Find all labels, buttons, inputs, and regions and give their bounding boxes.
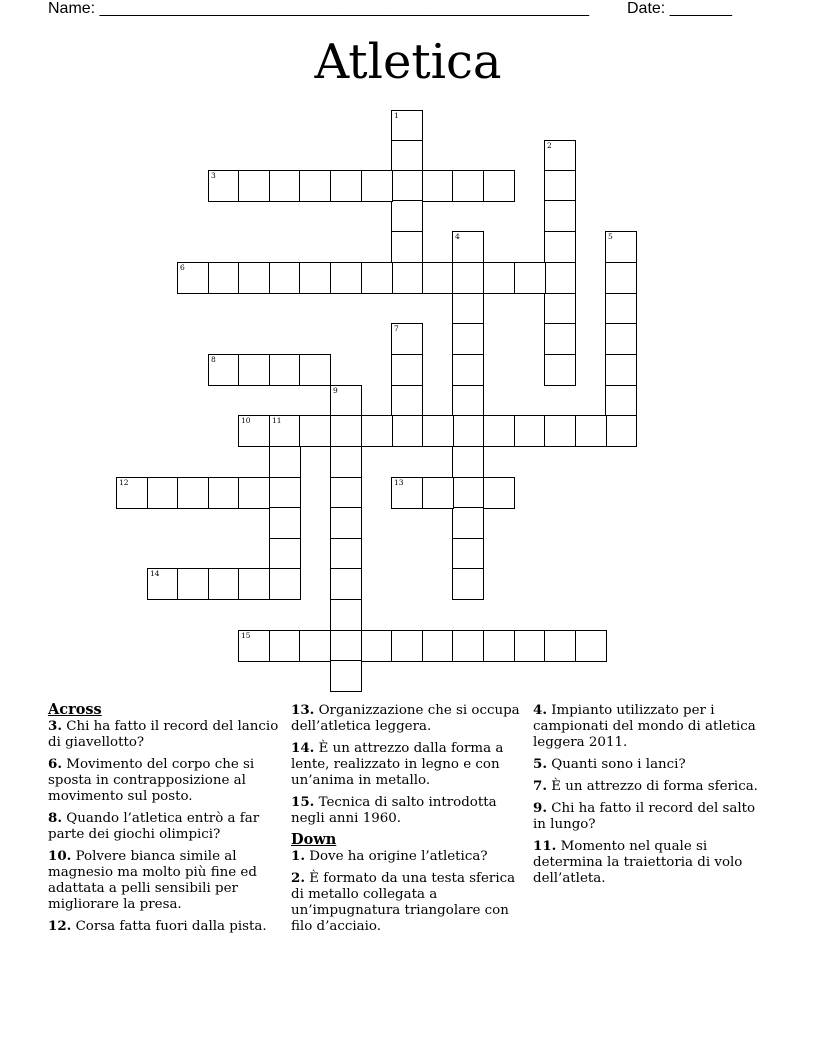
grid-cell[interactable] bbox=[544, 354, 576, 386]
grid-cell[interactable] bbox=[483, 477, 515, 509]
grid-cell[interactable] bbox=[391, 630, 423, 662]
grid-cell[interactable] bbox=[422, 630, 454, 662]
grid-cell[interactable] bbox=[452, 507, 484, 539]
grid-cell[interactable] bbox=[330, 538, 362, 570]
clue-down-5: 5. Quanti sono i lanci? bbox=[533, 756, 686, 772]
grid-cell[interactable] bbox=[238, 630, 270, 662]
grid-cell[interactable] bbox=[452, 415, 484, 447]
grid-cell[interactable] bbox=[391, 354, 423, 386]
grid-cell[interactable] bbox=[422, 170, 454, 202]
grid-cell[interactable] bbox=[391, 110, 423, 142]
grid-cell[interactable] bbox=[330, 262, 362, 294]
grid-cell[interactable] bbox=[177, 262, 209, 294]
grid-cell[interactable] bbox=[116, 477, 148, 509]
clue-number: 2 bbox=[547, 141, 552, 150]
grid-cell[interactable] bbox=[575, 630, 607, 662]
grid-cell[interactable] bbox=[605, 231, 637, 263]
grid-cell[interactable] bbox=[299, 354, 331, 386]
date-field-label: Date: _______ bbox=[627, 0, 732, 17]
grid-cell[interactable] bbox=[330, 660, 362, 692]
grid-cell[interactable] bbox=[269, 568, 301, 600]
clue-number: 11 bbox=[272, 416, 282, 425]
grid-cell[interactable] bbox=[238, 568, 270, 600]
grid-cell[interactable] bbox=[330, 446, 362, 478]
grid-cell[interactable] bbox=[391, 140, 423, 172]
grid-cell[interactable] bbox=[452, 231, 484, 263]
clue-across-15: 15. Tecnica di salto introdotta negli anni 1960. bbox=[291, 794, 497, 826]
grid-cell[interactable] bbox=[330, 385, 362, 417]
clue-number: 6 bbox=[180, 263, 185, 272]
grid-cell[interactable] bbox=[452, 262, 484, 294]
clue-number: 3 bbox=[211, 171, 216, 180]
grid-cell[interactable] bbox=[422, 415, 454, 447]
grid-cell[interactable] bbox=[269, 630, 301, 662]
grid-cell[interactable] bbox=[299, 630, 331, 662]
clue-down-11: 11. Momento nel quale si determina la traiettoria di volo dell’atleta. bbox=[533, 838, 743, 886]
grid-cell[interactable] bbox=[269, 170, 301, 202]
grid-cell[interactable] bbox=[483, 170, 515, 202]
grid-cell[interactable] bbox=[269, 354, 301, 386]
grid-cell[interactable] bbox=[605, 385, 637, 417]
grid-cell[interactable] bbox=[544, 323, 576, 355]
grid-cell[interactable] bbox=[330, 170, 362, 202]
grid-cell[interactable] bbox=[452, 538, 484, 570]
grid-cell[interactable] bbox=[177, 568, 209, 600]
grid-cell[interactable] bbox=[422, 262, 454, 294]
clue-down-2: 2. È formato da una testa sferica di metallo collegata a un’impugnatura triangolare con filo d’acciaio. bbox=[291, 870, 516, 934]
grid-cell[interactable] bbox=[452, 323, 484, 355]
clue-number: 7 bbox=[394, 324, 399, 333]
clue-across-10: 10. Polvere bianca simile al magnesio ma molto più fine ed adattata a pelli sensibili per migliorare la presa. bbox=[48, 848, 257, 912]
grid-cell[interactable] bbox=[391, 415, 423, 447]
clues-column-2 bbox=[291, 702, 527, 940]
grid-cell[interactable] bbox=[483, 415, 515, 447]
grid-cell[interactable] bbox=[605, 323, 637, 355]
grid-cell[interactable] bbox=[544, 293, 576, 325]
grid-cell[interactable] bbox=[544, 630, 576, 662]
grid-cell[interactable] bbox=[238, 354, 270, 386]
clue-number: 4 bbox=[455, 232, 460, 241]
grid-cell[interactable] bbox=[208, 170, 240, 202]
grid-cell[interactable] bbox=[544, 262, 576, 294]
grid-cell[interactable] bbox=[544, 200, 576, 232]
grid-cell[interactable] bbox=[391, 477, 423, 509]
clue-number: 9 bbox=[333, 386, 338, 395]
clue-down-4: 4. Impianto utilizzato per i campionati del mondo di atletica leggera 2011. bbox=[533, 702, 756, 750]
clue-down-9: 9. Chi ha fatto il record del salto in lungo? bbox=[533, 800, 756, 832]
grid-cell[interactable] bbox=[361, 630, 393, 662]
grid-cell[interactable] bbox=[208, 262, 240, 294]
clue-number: 13 bbox=[394, 478, 404, 487]
grid-cell[interactable] bbox=[391, 323, 423, 355]
grid-cell[interactable] bbox=[452, 293, 484, 325]
grid-cell[interactable] bbox=[452, 385, 484, 417]
grid-cell[interactable] bbox=[238, 170, 270, 202]
grid-cell[interactable] bbox=[391, 262, 423, 294]
clue-number: 10 bbox=[241, 416, 251, 425]
clue-across-14: 14. È un attrezzo dalla forma a lente, realizzato in legno e con un’anima in metallo. bbox=[291, 740, 504, 788]
grid-cell[interactable] bbox=[238, 477, 270, 509]
grid-cell[interactable] bbox=[269, 507, 301, 539]
clue-across-13: 13. Organizzazione che si occupa dell’atletica leggera. bbox=[291, 702, 520, 734]
clue-down-7: 7. È un attrezzo di forma sferica. bbox=[533, 778, 758, 794]
grid-cell[interactable] bbox=[299, 262, 331, 294]
grid-cell[interactable] bbox=[544, 415, 576, 447]
grid-cell[interactable] bbox=[544, 140, 576, 172]
grid-cell[interactable] bbox=[544, 231, 576, 263]
grid-cell[interactable] bbox=[391, 200, 423, 232]
grid-cell[interactable] bbox=[514, 262, 546, 294]
clue-across-3: 3. Chi ha fatto il record del lancio di giavellotto? bbox=[48, 718, 279, 750]
grid-cell[interactable] bbox=[483, 630, 515, 662]
grid-cell[interactable] bbox=[330, 415, 362, 447]
grid-cell[interactable] bbox=[605, 293, 637, 325]
grid-cell[interactable] bbox=[177, 477, 209, 509]
grid-cell[interactable] bbox=[514, 415, 546, 447]
grid-cell[interactable] bbox=[269, 262, 301, 294]
grid-cell[interactable] bbox=[361, 415, 393, 447]
grid-cell[interactable] bbox=[208, 354, 240, 386]
grid-cell[interactable] bbox=[208, 477, 240, 509]
grid-cell[interactable] bbox=[391, 170, 423, 202]
grid-cell[interactable] bbox=[452, 630, 484, 662]
grid-cell[interactable] bbox=[330, 630, 362, 662]
clue-number: 14 bbox=[150, 569, 160, 578]
grid-cell[interactable] bbox=[147, 477, 179, 509]
grid-cell[interactable] bbox=[483, 262, 515, 294]
grid-cell[interactable] bbox=[238, 415, 270, 447]
grid-cell[interactable] bbox=[605, 262, 637, 294]
grid-cell[interactable] bbox=[391, 231, 423, 263]
grid-cell[interactable] bbox=[452, 170, 484, 202]
grid-cell[interactable] bbox=[605, 415, 637, 447]
clue-down-1: 1. Dove ha origine l’atletica? bbox=[291, 848, 488, 864]
clue-across-8: 8. Quando l’atletica entrò a far parte dei giochi olimpici? bbox=[48, 810, 260, 842]
grid-cell[interactable] bbox=[605, 354, 637, 386]
grid-cell[interactable] bbox=[238, 262, 270, 294]
clue-number: 15 bbox=[241, 631, 251, 640]
grid-cell[interactable] bbox=[452, 568, 484, 600]
clue-across-12: 12. Corsa fatta fuori dalla pista. bbox=[48, 918, 267, 934]
clues-column-3 bbox=[533, 702, 765, 892]
grid-cell[interactable] bbox=[269, 446, 301, 478]
grid-cell[interactable] bbox=[452, 477, 484, 509]
grid-cell[interactable] bbox=[575, 415, 607, 447]
grid-cell[interactable] bbox=[299, 415, 331, 447]
grid-cell[interactable] bbox=[269, 415, 301, 447]
grid-cell[interactable] bbox=[452, 354, 484, 386]
grid-cell[interactable] bbox=[269, 477, 301, 509]
clue-number: 5 bbox=[608, 232, 613, 241]
grid-cell[interactable] bbox=[330, 477, 362, 509]
grid-cell[interactable] bbox=[422, 477, 454, 509]
grid-cell[interactable] bbox=[361, 170, 393, 202]
grid-cell[interactable] bbox=[361, 262, 393, 294]
grid-cell[interactable] bbox=[269, 538, 301, 570]
grid-cell[interactable] bbox=[330, 599, 362, 631]
page-title: Atletica bbox=[314, 34, 502, 90]
clue-number: 12 bbox=[119, 478, 129, 487]
clue-number: 1 bbox=[394, 111, 399, 120]
grid-cell[interactable] bbox=[514, 630, 546, 662]
clue-across-6: 6. Movimento del corpo che si sposta in contrapposizione al movimento sul posto. bbox=[48, 756, 255, 804]
name-field-label: Name: _______________________________________________________ bbox=[48, 0, 589, 17]
grid-cell[interactable] bbox=[452, 446, 484, 478]
grid-cell[interactable] bbox=[391, 385, 423, 417]
grid-cell[interactable] bbox=[147, 568, 179, 600]
grid-cell[interactable] bbox=[330, 507, 362, 539]
grid-cell[interactable] bbox=[299, 170, 331, 202]
grid-cell[interactable] bbox=[208, 568, 240, 600]
clues-column-1 bbox=[48, 702, 284, 940]
grid-cell[interactable] bbox=[330, 568, 362, 600]
across-heading: Across bbox=[48, 701, 102, 718]
clue-number: 8 bbox=[211, 355, 216, 364]
down-heading: Down bbox=[291, 831, 337, 848]
grid-cell[interactable] bbox=[544, 170, 576, 202]
